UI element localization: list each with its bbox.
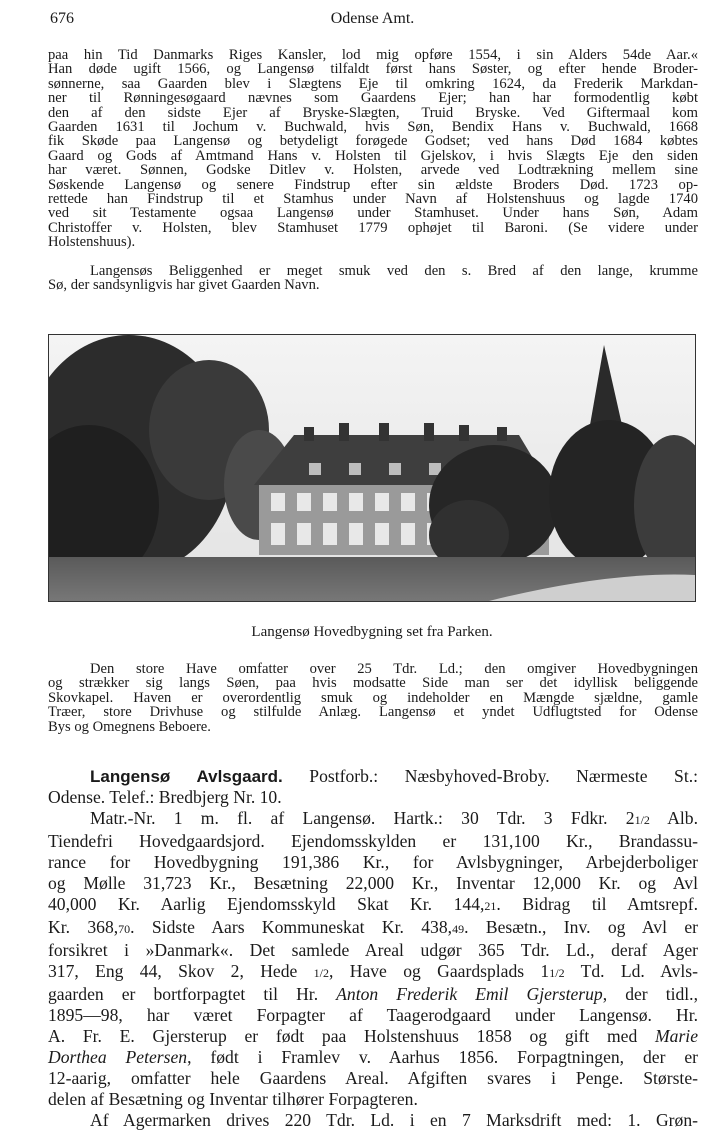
running-title: Odense Amt.: [330, 10, 415, 27]
entry-text: . Besætn., Inv. og Avl er: [464, 917, 698, 937]
entry-text: . Bidrag til Amtsrepf.: [496, 894, 698, 914]
text-line: paa hin Tid Danmarks Riges Kansler, lod mig opføre 1554, i sin Alders 54de Aar.«: [48, 47, 698, 63]
text-line: og strækker sig langs Søen, paa hvis modsatte Side man ser det idyllisk beliggende: [48, 675, 698, 692]
text-line: har været. Sønnen, Godske Ditlev v. Holsten, arvede ved Lodtrækning mellem sine: [48, 162, 698, 179]
location-paragraph: [48, 264, 698, 293]
page-header: [50, 10, 695, 30]
text-line: rettede han Findstrup til et Stamhus under Navn af Holstenshuus og lagde 1740: [48, 191, 698, 208]
entry-text: gaarden er bortforpagtet til Hr.: [48, 984, 337, 1004]
text-line: Sø, der sandsynligvis har givet Gaarden Navn.: [48, 277, 320, 294]
text-line: den af den sidste Ejer af Bryske-Slægten, Truid Bryske. Ved Giftermaal kom: [48, 104, 698, 121]
text-line: sønnerne, saa Gaarden blev i Slægtens Eje til omkring 1624, da Frederik Markdan-: [48, 75, 698, 92]
entry-line: 12-aarig, omfatter hele Gaardens Areal. Afgiften svares i Penge. Største-: [48, 1068, 698, 1088]
text-line: Den store Have omfatter over 25 Tdr. Ld.; den omgiver Hovedbygningen: [90, 661, 698, 677]
fraction: 1/2: [549, 966, 565, 980]
entry-line: Af Agermarken drives 220 Tdr. Ld. i en 7 Marksdrift med: 1. Grøn-: [90, 1110, 698, 1130]
text-line: Bys og Omegnens Beboere.: [48, 718, 211, 735]
entry-text: A. Fr. E. Gjersterup er født paa Holstenshuus 1858 og gift med: [48, 1026, 655, 1046]
garden-paragraph: [48, 662, 698, 734]
text-line: Gaarden 1631 til Jochum v. Buchwald, hvis Søn, Bendix Hans v. Buchwald, 1668: [48, 119, 698, 136]
text-line: Christoffer v. Holsten, blev Stamhuset 1779 ophøjet til Baroni. (Se videre under: [48, 219, 698, 236]
entry-line: rance for Hovedbygning 191,386 Kr., for Avlsbygninger, Arbejderboliger: [48, 852, 698, 872]
entry-line: [48, 808, 698, 831]
fraction: 1/2: [313, 966, 329, 980]
entry-title: Langensø Avlsgaard.: [90, 767, 283, 786]
entry-text: Postforb.: Næsbyhoved-Broby. Nærmeste St.:: [282, 766, 698, 786]
entry-text: Alb.: [649, 808, 699, 828]
entry-line: [48, 917, 698, 940]
entry-line: og Mølle 31,723 Kr., Besætning 22,000 Kr., Inventar 12,000 Kr. og Avl: [48, 873, 698, 893]
text-line: fik Skøde paa Langensø og betydeligt forøgede Godset; ved hans Død 1684 købtes: [48, 133, 698, 150]
spouse-name: Marie: [655, 1026, 698, 1046]
ore-amount: 21: [484, 899, 497, 913]
entry-line: [48, 961, 698, 984]
text-line: Gaard og Gods af Amtmand Hans v. Holsten til Gjelskov, i hvis Slægts Eje den siden: [48, 147, 698, 164]
text-line: Langensøs Beliggenhed er meget smuk ved den s. Bred af den lange, krumme: [90, 263, 698, 279]
farm-entry: [48, 766, 698, 1131]
entry-line: delen af Besætning og Inventar tilhører Forpagteren.: [48, 1089, 418, 1109]
ore-amount: 49: [452, 922, 465, 936]
page-number: 676: [50, 10, 74, 27]
fraction: 1/2: [634, 813, 650, 827]
tenant-name: Anton Frederik Emil Gjersterup: [336, 984, 603, 1004]
text-line: Søskende Langensø og senere Findstrup efter sin ældste Broders Død. 1723 op-: [48, 176, 698, 193]
entry-text: 40,000 Kr. Aarlig Ejendomsskyld Skat Kr. 144,: [48, 894, 485, 914]
entry-line: 1895—98, har været Forpagter af Taagerodgaard under Langensø. Hr.: [48, 1005, 698, 1025]
entry-text: Kr. 368,: [48, 917, 119, 937]
entry-line: Tiendefri Hovedgaardsjord. Ejendomsskylden er 131,100 Kr., Brandassu-: [48, 831, 698, 851]
entry-text: Matr.-Nr. 1 m. fl. af Langensø. Hartk.: 30 Tdr. 3 Fdkr. 2: [90, 808, 635, 828]
entry-line: [48, 894, 698, 917]
entry-text: 317, Eng 44, Skov 2, Hede: [48, 961, 314, 981]
entry-text: Td. Ld. Avls-: [564, 961, 698, 981]
entry-text: , Have og Gaardsplads 1: [329, 961, 550, 981]
manor-house-photo: [48, 334, 696, 602]
photo-caption: Langensø Hovedbygning set fra Parken.: [251, 624, 493, 640]
text-line: Skovkapel. Haven er overordentlig smuk og indeholder en Mængde sjældne, gamle: [48, 689, 698, 706]
text-line: ved sit Testamente ogsaa Langensø under Stamhuset. Under hans Søn, Adam: [48, 205, 698, 222]
spouse-name: Dorthea Petersen: [48, 1047, 188, 1067]
history-paragraph: [48, 48, 698, 250]
text-line: Han døde ugift 1566, og Langensø tilfaldt først hans Søster, og efter hende Broder-: [48, 61, 698, 78]
entry-text: . Sidste Aars Kommuneskat Kr. 438,: [130, 917, 453, 937]
entry-text: , født i Framlev v. Aarhus 1856. Forpagtningen, der er: [187, 1047, 698, 1067]
text-line: Holstenshuus).: [48, 234, 136, 251]
entry-line: [48, 1026, 698, 1047]
entry-line: [48, 766, 698, 787]
entry-line: [48, 984, 698, 1005]
text-line: ner til Rønningesøgaard nævnes som Gaardens Ejer; han har formodentlig købt: [48, 90, 698, 107]
entry-text: , der tidl.,: [602, 984, 698, 1004]
ore-amount: 70: [118, 922, 131, 936]
entry-line: forsikret i »Danmark«. Det samlede Areal udgør 365 Tdr. Ld., deraf Ager: [48, 940, 698, 960]
entry-line: [48, 1047, 698, 1068]
entry-line: Odense. Telef.: Bredbjerg Nr. 10.: [48, 787, 282, 807]
text-line: Træer, store Drivhuse og stilfulde Anlæg. Langensø et yndet Udflugtsted for Odense: [48, 704, 698, 721]
